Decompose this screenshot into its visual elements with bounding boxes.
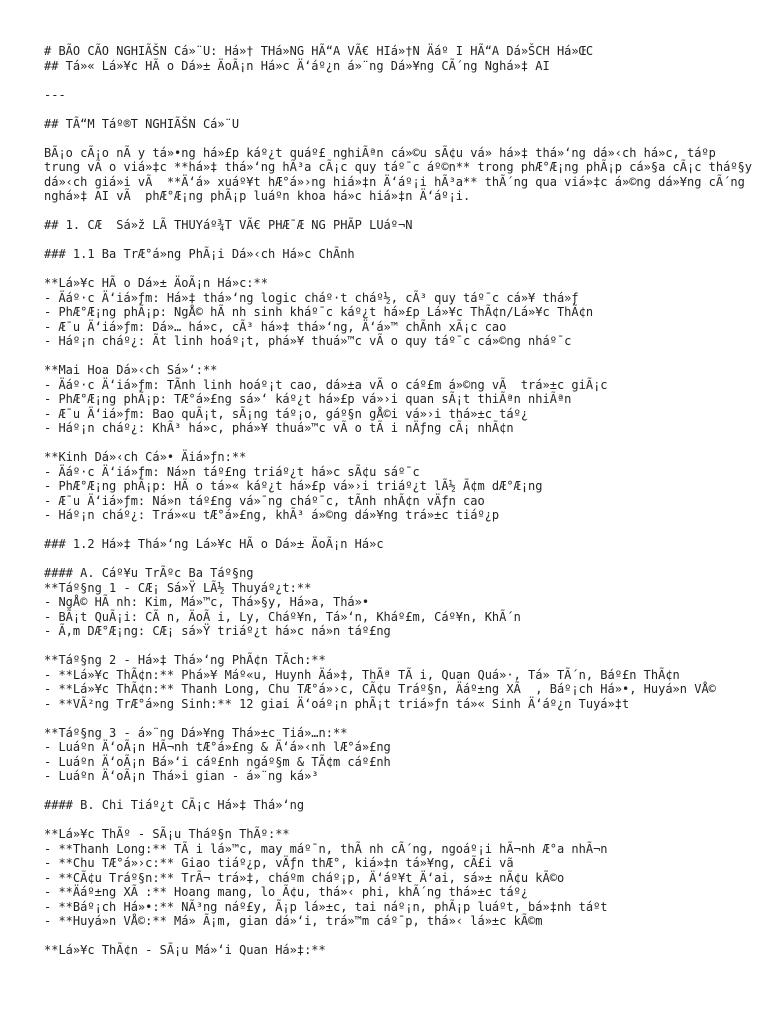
blank-line [44,204,756,219]
text-line: - Háº¡n cháº¿: Ãt linh hoáº¡t, phá»¥ thuá»™c vÃ o quy táº¯c cá»©ng nháº¯c [44,334,572,348]
text-line: - Ã‚m DÆ°Æ¡ng: CÆ¡ sá»Ÿ triáº¿t há»c ná»n táº£ng [44,624,391,638]
text-line: - **Chu TÆ°á»›c:** Giao tiáº¿p, vÄƒn thÆ°, kiá»‡n tá»¥ng, cÃ£i vã [44,856,514,870]
text-line: - PhÆ°Æ¡ng phÃ¡p: NgÅ© hÃ nh sinh kháº¯c káº¿t há»£p Lá»¥c ThÃ¢n/Lá»¥c ThÃ¢n [44,305,594,319]
text-line: - PhÆ°Æ¡ng phÃ¡p: HÃ o tá»« káº¿t há»£p vá»›i triáº¿t lÃ½ Ã¢m dÆ°Æ¡ng [44,479,543,493]
text-line: - **Lá»¥c ThÃ¢n:** Thanh Long, Chu TÆ°á»›c, CÃ¢u Tráº§n, Äáº±ng XÃ , Báº¡ch Há»•, Huyá»n VÅ© [44,682,716,696]
blank-line [44,131,756,146]
text-line: **Mai Hoa Dá»‹ch Sá»‘:** [44,363,218,377]
text-block [44,726,756,784]
text-block [44,537,756,552]
text-line: - **Huyá»n VÅ©:** Má» Ã¡m, gian dá»‘i, trá»™m cáº¯p, thá»‹ lá»±c kÃ©m [44,914,543,928]
text-line: - Äáº·c Ä‘iá»ƒm: Ná»n táº£ng triáº¿t há»c sÃ¢u sáº¯c [44,464,420,479]
text-line: - Háº¡n cháº¿: KhÃ³ há»c, phá»¥ thuá»™c vÃ o tÃ i nÄƒng cÃ¡ nhÃ¢n [44,421,514,435]
blank-line [44,436,756,451]
text-line: - Äáº·c Ä‘iá»ƒm: TÃnh linh hoáº¡t cao, dá»±a vÃ o cáº£m á»©ng vÃ trá»±c giÃ¡c [44,377,608,392]
blank-line [44,929,756,944]
text-line: - Æ¯u Ä‘iá»ƒm: Dá»… há»c, cÃ³ há»‡ thá»‘ng, Ä‘á»™ chÃnh xÃ¡c cao [44,319,507,334]
text-block [44,566,756,639]
text-block [44,653,756,711]
text-line: **Kinh Dá»‹ch Cá»• Äiá»ƒn:** [44,450,247,464]
text-line: - Luáºn Ä‘oÃ¡n HÃ¬nh tÆ°á»£ng & Ä‘á»‹nh lÆ°á»£ng [44,740,391,754]
blank-line [44,784,756,799]
text-line: - **Lá»¥c ThÃ¢n:** Phá»¥ Máº«u, Huynh Äá»‡, ThÃª TÃ i, Quan Quá»·, Tá» TÃ´n, Báº£n ThÃ¢n [44,667,680,682]
document-text [44,44,760,958]
text-line: - **Thanh Long:** TÃ i lá»™c, may máº¯n, thÃ nh cÃ´ng, ngoáº¡i hÃ¬nh Æ°a nhÃ¬n [44,841,608,856]
text-line: --- [44,87,66,102]
text-line: **Táº§ng 2 - Há»‡ Thá»‘ng PhÃ¢n TÃch:** [44,653,326,667]
text-block [44,450,756,523]
text-line: # BÃO CÃO NGHIÃŠN Cá»¨U: Há»† THá»NG HÃ“A VÃ€ HIá»†N Äáº I HÃ“A Dá»ŠCH Há»ŒC [44,44,594,58]
text-block [44,943,756,958]
text-line: **Táº§ng 3 - á»¨ng Dá»¥ng Thá»±c Tiá»…n:** [44,725,348,740]
text-line: - Luáºn Ä‘oÃ¡n Thá»i gian - á»¨ng ká»³ [44,769,319,783]
text-line: #### B. Chi Tiáº¿t CÃ¡c Há»‡ Thá»‘ng [44,798,305,812]
text-line: - NgÅ© HÃ nh: Kim, Má»™c, Thá»§y, Há»a, Thá»• [44,595,370,609]
text-line: - **VÃ²ng TrÆ°á»ng Sinh:** 12 giai Ä‘oáº¡n phÃ¡t triá»ƒn tá»« Sinh Ä‘áº¿n Tuyá»‡t [44,696,630,711]
text-block [44,117,756,132]
blank-line [44,523,756,538]
text-line: - Æ¯u Ä‘iá»ƒm: Ná»n táº£ng vá»¯ng cháº¯c, tÃnh nhÃ¢n vÄƒn cao [44,493,485,508]
text-line: - BÃ¡t QuÃ¡i: CÃ n, ÄoÃ i, Ly, Cháº¥n, Tá»‘n, Kháº£m, Cáº¥n, KhÃ´n [44,609,521,624]
text-line: **Lá»¥c HÃ o Dá»± ÄoÃ¡n Há»c:** [44,276,268,290]
text-line: - Háº¡n cháº¿: Trá»«u tÆ°á»£ng, khÃ³ á»©ng dá»¥ng trá»±c tiáº¿p [44,508,500,522]
text-block [44,276,756,349]
text-line: - PhÆ°Æ¡ng phÃ¡p: TÆ°á»£ng sá»‘ káº¿t há»£p vá»›i quan sÃ¡t thiÃªn nhiÃªn [44,392,572,406]
text-line: - Æ¯u Ä‘iá»ƒm: Bao quÃ¡t, sÃ¡ng táº¡o, gáº§n gÅ©i vá»›i thá»±c táº¿ [44,406,529,421]
text-line: - Äáº·c Ä‘iá»ƒm: Há»‡ thá»‘ng logic cháº·t cháº½, cÃ³ quy táº¯c cá»¥ thá»ƒ [44,290,579,305]
text-line: BÃ¡o cÃ¡o nÃ y tá»•ng há»£p káº¿t quáº£ nghiÃªn cá»©u sÃ¢u vá» há»‡ thá»‘ng dá»‹ch há»c, táºp trung vÃ o viá»‡c **há»‡ thá»‘ng hÃ³a cÃ¡c quy táº¯c áº©n** trong phÆ°Æ¡ng phÃ¡p cá»§a cÃ¡c tháº§y dá»‹ch giá»i vÃ **Ä‘á» xuáº¥t hÆ°á»›ng hiá»‡n Ä‘áº¡i hÃ³a** thÃ´ng qua viá»‡c á»©ng dá»¥ng cÃ´ng nghá»‡ AI vÃ phÆ°Æ¡ng phÃ¡p luáºn khoa há»c hiá»‡n Ä‘áº¡i. [44,145,760,203]
text-block [44,88,756,103]
text-line: - Luáºn Ä‘oÃ¡n Bá»‘i cáº£nh ngáº§m & TÃ¢m cáº£nh [44,754,391,769]
text-line: - **Báº¡ch Há»•:** NÃ³ng náº£y, Ã¡p lá»±c, tai náº¡n, phÃ¡p luáºt, bá»‡nh táºt [44,899,608,914]
text-block [44,44,756,73]
text-block [44,218,756,233]
blank-line [44,102,756,117]
text-block [44,363,756,436]
text-line: ### 1.1 Ba TrÆ°á»ng PhÃ¡i Dá»‹ch Há»c ChÃnh [44,247,355,261]
text-line: **Lá»¥c ThÃº - SÃ¡u Tháº§n ThÃº:** [44,827,290,841]
text-block [44,247,756,262]
text-line: **Táº§ng 1 - CÆ¡ Sá»Ÿ LÃ½ Thuyáº¿t:** [44,580,312,595]
text-line: - **Äáº±ng XÃ :** Hoang mang, lo Ã¢u, thá»‹ phi, khÃ´ng thá»±c táº¿ [44,885,529,899]
blank-line [44,552,756,567]
blank-line [44,711,756,726]
blank-line [44,233,756,248]
blank-line [44,349,756,364]
blank-line [44,639,756,654]
text-line: #### A. Cáº¥u TrÃºc Ba Táº§ng [44,566,254,580]
text-line: ## TÃ“M Táº®T NGHIÃŠN Cá»¨U [44,116,240,131]
blank-line [44,73,756,88]
text-line: ## 1. CÆ Sá»ž LÃ THUYáº¾T VÃ€ PHÆ¯Æ NG PHÃP LUáº¬N [44,218,413,232]
text-line: ## Tá»« Lá»¥c HÃ o Dá»± ÄoÃ¡n Há»c Ä‘áº¿n á»¨ng Dá»¥ng CÃ´ng Nghá»‡ AI [44,58,550,73]
blank-line [44,262,756,277]
text-line: **Lá»¥c ThÃ¢n - SÃ¡u Má»‘i Quan Há»‡:** [44,943,326,957]
text-block [44,145,760,204]
text-line: - **CÃ¢u Tráº§n:** TrÃ¬ trá»‡, cháºm cháº¡p, Ä‘áº¥t Ä‘ai, sá»± nÃ¢u kÃ©o [44,870,565,885]
blank-line [44,813,756,828]
text-block [44,798,756,813]
text-line: ### 1.2 Há»‡ Thá»‘ng Lá»¥c HÃ o Dá»± ÄoÃ¡n Há»c [44,537,384,551]
text-block [44,827,756,929]
